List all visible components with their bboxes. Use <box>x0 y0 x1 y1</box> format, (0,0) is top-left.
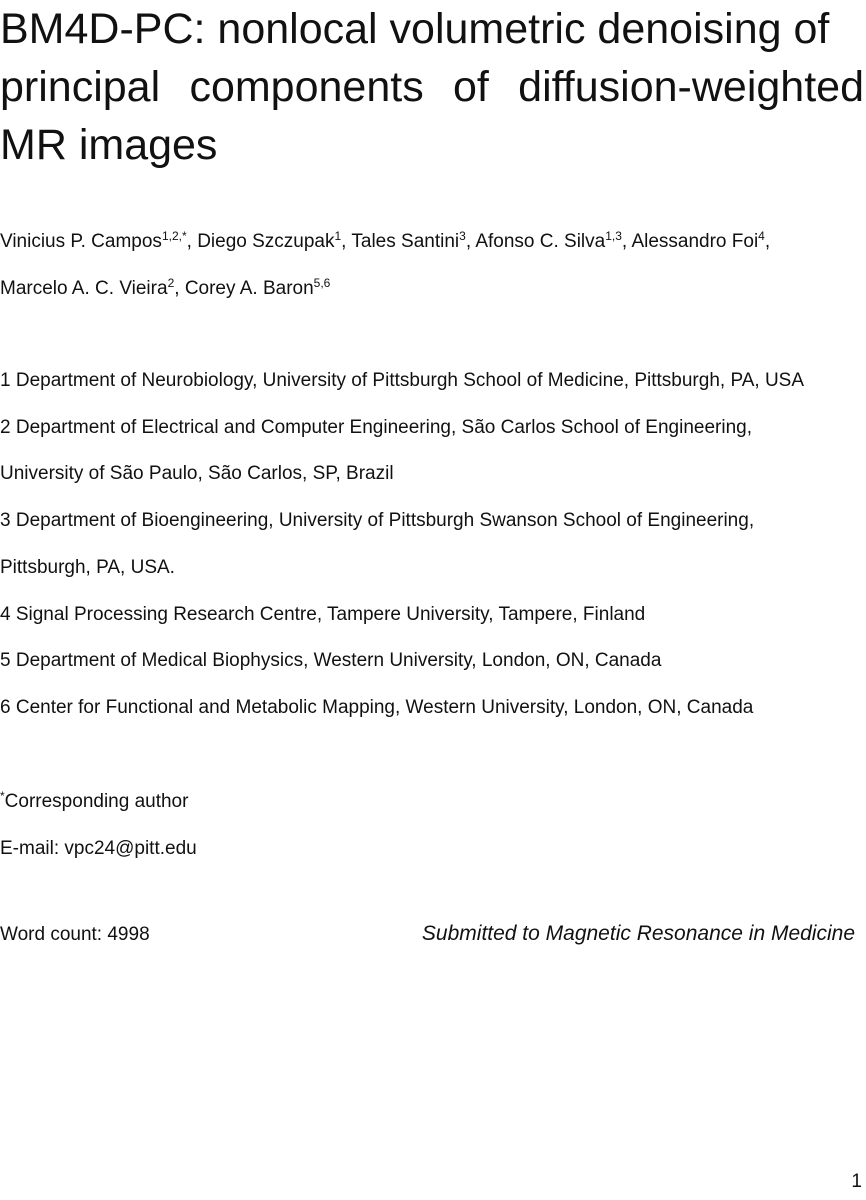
author-separator: , <box>186 231 198 252</box>
title-line-3: MR images <box>0 121 218 169</box>
corresponding-author-label <box>0 778 197 825</box>
affiliation-line: 5 Department of Medical Biophysics, Western University, London, ON, Canada <box>0 650 662 672</box>
author-name: Afonso C. Silva <box>475 231 606 252</box>
author-separator: , <box>341 231 352 252</box>
author-affiliation-marker: 2 <box>167 276 175 290</box>
author-affiliation-marker: 1 <box>334 229 342 243</box>
author-row-1 <box>0 218 864 265</box>
author-separator: , <box>764 231 771 252</box>
author-list <box>0 218 864 312</box>
word-count: Word count: 4998 <box>0 924 150 945</box>
affiliation-line: 6 Center for Functional and Metabolic Mapping, Western University, London, ON, Canada <box>0 696 754 718</box>
title-line-1: BM4D-PC: nonlocal volumetric denoising of <box>0 5 830 53</box>
author-name: Vinicius P. Campos <box>0 231 162 252</box>
title-line-2 <box>0 58 864 116</box>
author-affiliation-marker: 1,2,* <box>161 229 187 243</box>
affiliation-line: University of São Paulo, São Carlos, SP, Brazil <box>0 463 394 485</box>
title-word: components <box>189 63 424 111</box>
author-name: Tales Santini <box>351 231 460 252</box>
affiliation-line: 4 Signal Processing Research Centre, Tampere University, Tampere, Finland <box>0 603 646 625</box>
author-affiliation-marker: 1,3 <box>605 229 622 243</box>
author-affiliation-marker: 3 <box>459 229 466 243</box>
author-row-2 <box>0 265 864 312</box>
title-word: principal <box>0 63 161 111</box>
author-affiliation-marker: 4 <box>758 229 765 243</box>
title-word: of <box>453 63 489 111</box>
affiliation-line: 2 Department of Electrical and Computer Engineering, São Carlos School of Engineering, <box>0 416 752 438</box>
title-word: diffusion-weighted <box>518 63 864 111</box>
affiliation-line: 3 Department of Bioengineering, University of Pittsburgh Swanson School of Engineering, <box>0 510 755 532</box>
corresponding-text: Corresponding author <box>4 791 189 812</box>
corresponding-marker: * <box>0 789 5 803</box>
affiliation-list <box>0 358 866 732</box>
page-number: 1 <box>851 1171 862 1192</box>
author-separator: , <box>621 231 632 252</box>
author-name: Marcelo A. C. Vieira <box>0 278 168 299</box>
submission-note: Submitted to Magnetic Resonance in Medicine <box>421 922 855 945</box>
author-name: Corey A. Baron <box>184 278 314 299</box>
affiliation-line: 1 Department of Neurobiology, University of Pittsburgh School of Medicine, Pittsburgh, PA, USA <box>0 370 805 391</box>
author-affiliation-marker: 5,6 <box>313 276 331 290</box>
author-name: Diego Szczupak <box>197 231 335 252</box>
author-separator: , <box>465 231 476 252</box>
author-separator: , <box>174 278 185 299</box>
corresponding-email: E-mail: vpc24@pitt.edu <box>0 838 197 859</box>
author-name: Alessandro Foi <box>631 231 759 252</box>
paper-title <box>0 0 864 174</box>
corresponding-author-block <box>0 778 197 872</box>
affiliation-line: Pittsburgh, PA, USA. <box>0 556 175 578</box>
